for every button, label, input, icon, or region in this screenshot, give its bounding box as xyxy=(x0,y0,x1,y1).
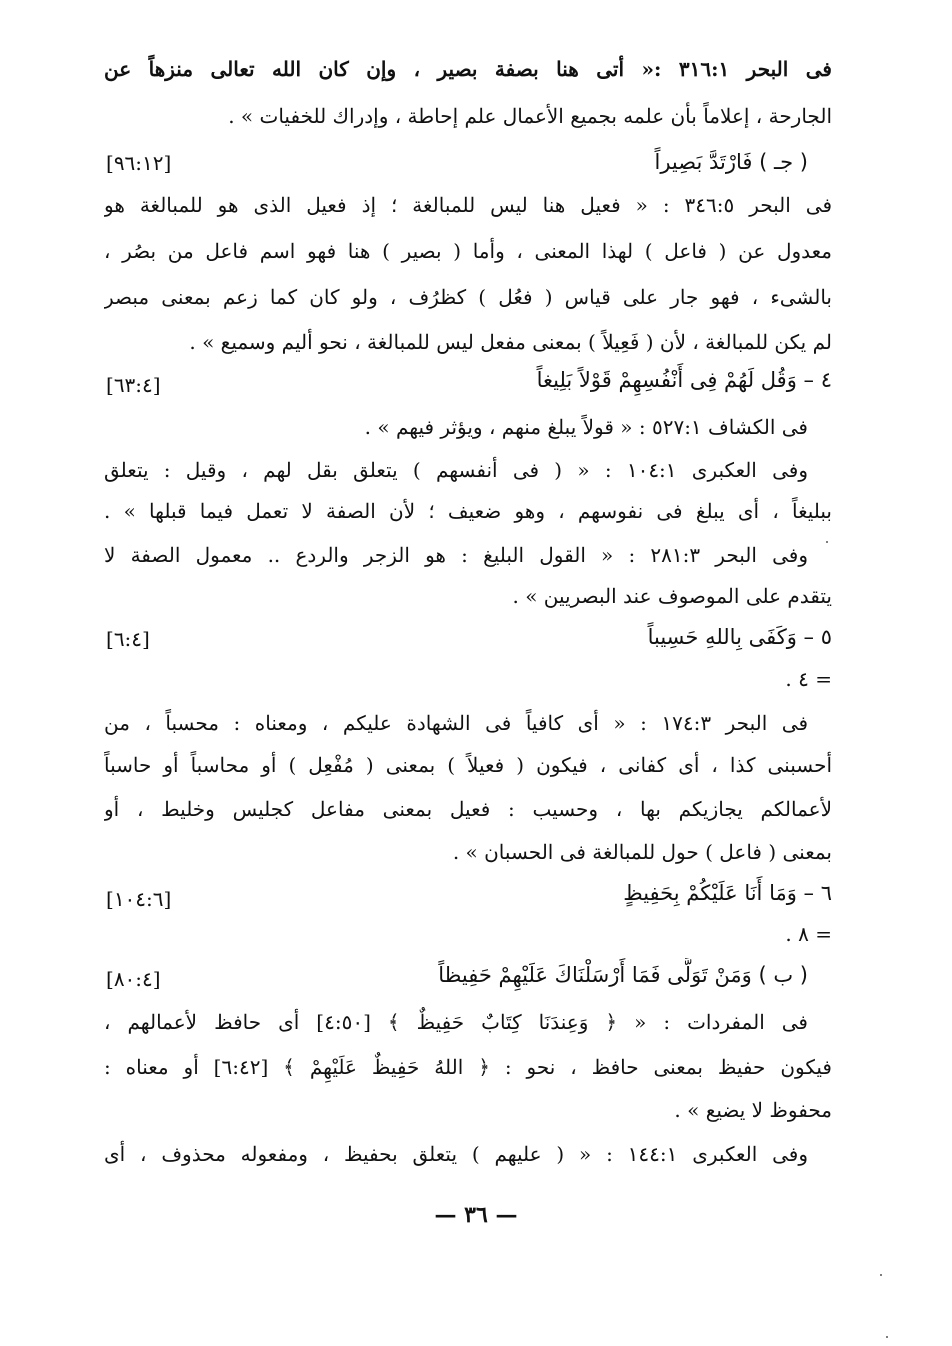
text-line: فيكون حفيظ بمعنى حافظ ، نحو : ﴿ اللهُ حَفِيظٌ عَلَيْهِمْ ﴾ [٦:٤٢] أو معناه : xyxy=(104,1055,832,1079)
cross-reference: = ٤ . xyxy=(785,667,832,691)
text-line: يتقدم على الموصوف عند البصريين » . xyxy=(512,584,832,608)
text-line: لأعمالكم يجازيكم بها ، وحسيب : فعيل بمعنى مفاعل كجليس وخليط ، أو xyxy=(104,797,832,821)
scan-speck xyxy=(886,1336,888,1338)
text-line: فى المفردات : « ﴿ وَعِندَنَا كِتَابٌ حَفِيظٌ ﴾ [٤:٥٠] أى حافظ لأعمالهم ، xyxy=(104,1010,808,1034)
verse-line: ٤ – وَقُل لَهُمْ فِى أَنْفُسِهِمْ قَوْلاً بَلِيغاً xyxy=(536,368,832,392)
text-line: أحسبنى كذا ، أى كفانى ، فيكون ( فعيلاً ) بمعنى ( مُفْعِل ) أو محاسباً أو حاسباً xyxy=(104,753,832,777)
text-line: وفى العكبرى ١٠٤:١ : « ( فى أنفسهم ) يتعلق بقل لهم ، وقيل : يتعلق xyxy=(104,458,809,482)
scan-speck xyxy=(880,1274,882,1276)
text-line: فى الكشاف ٥٢٧:١ : « قولاً يبلغ منهم ، ويؤثر فيهم » . xyxy=(364,415,808,439)
text-line: ببليغاً ، أى يبلغ فى نفوسهم ، وهو ضعيف ؛ لأن الصفة لا تعمل فيما قبلها » . xyxy=(104,499,832,523)
verse-line: ٥ – وَكَفَى بِاللهِ حَسِيباً xyxy=(647,625,832,649)
verse-reference: [٦٣:٤] xyxy=(106,373,161,397)
text-line: فى البحر ١٧٤:٣ : « أى كافياً فى الشهادة عليكم ، ومعناه : محسباً ، من xyxy=(104,711,809,735)
text-line: الجارحة ، إعلاماً بأن علمه بجميع الأعمال علم إحاطة ، وإدراك للخفيات » . xyxy=(228,104,832,128)
text-line: وفى البحر ٢٨١:٣ : « القول البليغ : هو الزجر والردع .. معمول الصفة لا xyxy=(104,543,809,567)
text-line: معدول عن ( فاعل ) لهذا المعنى ، وأما ( بصير ) هنا فهو اسم فاعل من بصُر ، xyxy=(104,239,832,263)
verse-line: ٦ – وَمَا أَنَا عَلَيْكُمْ بِحَفِيظٍ xyxy=(623,881,832,905)
text-line: فى البحر ٣٤٦:٥ : « فعيل هنا ليس للمبالغة ؛ إذ فعيل الذى هو للمبالغة هو xyxy=(104,193,832,217)
cross-reference: = ٨ . xyxy=(785,922,832,946)
text-line: بالشىء ، فهو جار على قياس ( فعُل ) كظرُف ، ولو كان كما زعم بمعنى مبصر xyxy=(104,285,832,309)
verse-reference: [٨٠:٤] xyxy=(106,967,161,991)
verse-reference: [٦:٤] xyxy=(106,627,150,651)
text-line: فى البحر ٣١٦:١ :« أتى هنا بصفة بصير ، وإن كان الله تعالى منزهاً عن xyxy=(104,57,832,81)
verse-line: ( جـ ) فَارْتَدَّ بَصِيراً xyxy=(654,150,808,174)
text-line: وفى العكبرى ١٤٤:١ : « ( عليهم ) يتعلق بحفيظ ، ومفعوله محذوف ، أى xyxy=(104,1142,808,1166)
verse-reference: [٩٦:١٢] xyxy=(106,151,172,175)
text-line: لم يكن للمبالغة ، لأن ( فَعِيلاً ) بمعنى مفعل ليس للمبالغة ، نحو أليم وسميع » . xyxy=(189,330,832,354)
text-line: محفوظ لا يضيع » . xyxy=(674,1098,832,1122)
scan-speck xyxy=(826,541,828,543)
verse-line: ( ب ) وَمَنْ تَوَلَّى فَمَا أَرْسَلْنَاكَ عَلَيْهِمْ حَفِيظاً xyxy=(438,963,808,987)
verse-reference: [١٠٤:٦] xyxy=(106,887,172,911)
text-line: بمعنى ( فاعل ) حول للمبالغة فى الحسبان » . xyxy=(452,840,832,864)
page-number: — ٣٦ — xyxy=(434,1202,518,1228)
